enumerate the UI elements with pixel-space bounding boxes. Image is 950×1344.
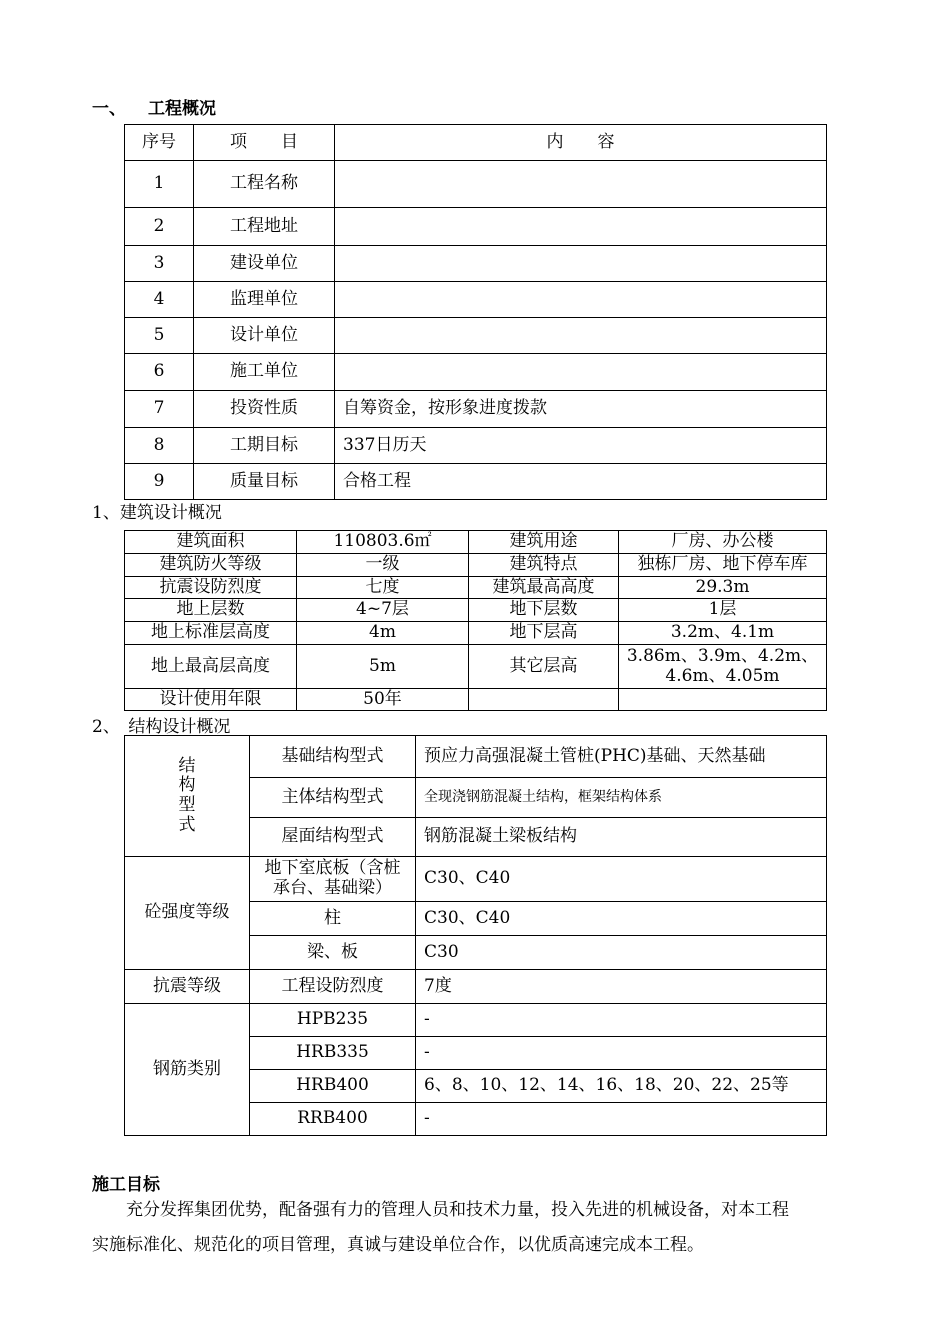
- cell-value: 5m: [297, 645, 469, 689]
- row-number: 2: [125, 208, 194, 246]
- group-label-rebar-type: 钢筋类别: [125, 1004, 250, 1136]
- cell-value: 4m: [297, 622, 469, 645]
- row-content: 钢筋混凝土梁板结构: [416, 818, 827, 857]
- row-item: 工期目标: [194, 428, 335, 464]
- row-number: 3: [125, 246, 194, 282]
- cell-value: 50年: [297, 689, 469, 711]
- table-row: [125, 464, 827, 500]
- row-content: [335, 354, 827, 391]
- cell-value: 七度: [297, 577, 469, 599]
- group-label-concrete-grade: 砼强度等级: [125, 857, 250, 970]
- row-item: HRB335: [250, 1037, 416, 1070]
- table-row: [125, 161, 827, 208]
- header-cell-no: 序号: [125, 125, 194, 161]
- table-row: [125, 531, 827, 554]
- arch-section-title: 1、建筑设计概况: [92, 503, 222, 523]
- row-content: [335, 161, 827, 208]
- row-content: 7度: [416, 970, 827, 1004]
- row-item: 屋面结构型式: [250, 818, 416, 857]
- group-label-char: 式: [178, 814, 196, 835]
- row-number: 6: [125, 354, 194, 391]
- row-content: -: [416, 1004, 827, 1037]
- row-number: 9: [125, 464, 194, 500]
- table-row: [125, 554, 827, 577]
- table-row: [125, 736, 827, 778]
- row-content: 6、8、10、12、14、16、18、20、22、25等: [416, 1070, 827, 1103]
- structure-table: [124, 735, 827, 1136]
- group-label-char: 型: [178, 795, 196, 815]
- table-row: [125, 354, 827, 391]
- struct-section-title: 2、 结构设计概况: [92, 717, 231, 737]
- cell-value: 3.2m、4.1m: [619, 622, 827, 645]
- table-row: [125, 857, 827, 902]
- header-cell-item: 项 目: [194, 125, 335, 161]
- table-header-row: [125, 125, 827, 161]
- row-item: 梁、板: [250, 936, 416, 970]
- row-number: 4: [125, 282, 194, 318]
- row-item: 主体结构型式: [250, 778, 416, 818]
- table-row: [125, 970, 827, 1004]
- cell-value: 3.86m、3.9m、4.2m、4.6m、4.05m: [619, 645, 827, 689]
- project-overview-table: [124, 124, 827, 500]
- row-content: -: [416, 1037, 827, 1070]
- goal-paragraph-line: 充分发挥集团优势，配备强有力的管理人员和技术力量，投入先进的机械设备，对本工程: [126, 1200, 789, 1220]
- row-item: 地下室底板（含桩承台、基础梁）: [250, 857, 416, 902]
- group-label-char: 构: [178, 775, 196, 796]
- row-number: 1: [125, 161, 194, 208]
- row-item: 施工单位: [194, 354, 335, 391]
- table-row: [125, 689, 827, 711]
- cell-label: 地上层数: [125, 599, 297, 622]
- row-item: 工程设防烈度: [250, 970, 416, 1004]
- row-content: -: [416, 1103, 827, 1136]
- row-item: 投资性质: [194, 391, 335, 428]
- row-item: HPB235: [250, 1004, 416, 1037]
- row-item: 柱: [250, 902, 416, 936]
- cell-label: 地下层数: [469, 599, 619, 622]
- cell-label: 设计使用年限: [125, 689, 297, 711]
- row-item: 监理单位: [194, 282, 335, 318]
- cell-value: 厂房、办公楼: [619, 531, 827, 554]
- row-content: 337日历天: [335, 428, 827, 464]
- table-row: [125, 246, 827, 282]
- row-item: RRB400: [250, 1103, 416, 1136]
- row-content: 自筹资金，按形象进度拨款: [335, 391, 827, 428]
- group-label-structure-type: [125, 736, 250, 857]
- cell-value: 4~7层: [297, 599, 469, 622]
- cell-label: 地下层高: [469, 622, 619, 645]
- goal-title: 施工目标: [92, 1175, 160, 1195]
- row-content: [335, 208, 827, 246]
- cell-label: 地上最高层高度: [125, 645, 297, 689]
- table-row: [125, 391, 827, 428]
- table-row: [125, 208, 827, 246]
- row-content: C30: [416, 936, 827, 970]
- table-row: [125, 282, 827, 318]
- row-content: [335, 318, 827, 354]
- row-item: HRB400: [250, 1070, 416, 1103]
- row-content: [335, 282, 827, 318]
- row-item: 基础结构型式: [250, 736, 416, 778]
- row-item: 工程地址: [194, 208, 335, 246]
- table-row: [125, 622, 827, 645]
- row-content: C30、C40: [416, 857, 827, 902]
- row-content: [335, 246, 827, 282]
- architecture-table: [124, 530, 827, 711]
- cell-label: [469, 689, 619, 711]
- table-row: [125, 428, 827, 464]
- group-label-seismic-grade: 抗震等级: [125, 970, 250, 1004]
- cell-label: 建筑面积: [125, 531, 297, 554]
- cell-value: 一级: [297, 554, 469, 577]
- cell-label: 抗震设防烈度: [125, 577, 297, 599]
- cell-value: 1层: [619, 599, 827, 622]
- cell-label: 建筑特点: [469, 554, 619, 577]
- cell-label: 地上标准层高度: [125, 622, 297, 645]
- row-content: 合格工程: [335, 464, 827, 500]
- cell-value: [619, 689, 827, 711]
- cell-label: 建筑最高高度: [469, 577, 619, 599]
- table-row: [125, 599, 827, 622]
- cell-label: 建筑用途: [469, 531, 619, 554]
- cell-value: 独栋厂房、地下停车库: [619, 554, 827, 577]
- table-row: [125, 318, 827, 354]
- row-content: 全现浇钢筋混凝土结构，框架结构体系: [416, 778, 827, 818]
- row-number: 8: [125, 428, 194, 464]
- goal-paragraph-line: 实施标准化、规范化的项目管理，真诚与建设单位合作，以优质高速完成本工程。: [92, 1235, 704, 1255]
- row-number: 5: [125, 318, 194, 354]
- row-item: 建设单位: [194, 246, 335, 282]
- cell-label: 建筑防火等级: [125, 554, 297, 577]
- header-cell-content: 内 容: [335, 125, 827, 161]
- row-content: 预应力高强混凝土管桩(PHC)基础、天然基础: [416, 736, 827, 778]
- row-item: 工程名称: [194, 161, 335, 208]
- row-item: 质量目标: [194, 464, 335, 500]
- cell-value: 110803.6㎡: [297, 531, 469, 554]
- table-row: [125, 577, 827, 599]
- section-title: 工程概况: [148, 99, 216, 119]
- table-row: [125, 1004, 827, 1037]
- row-content: C30、C40: [416, 902, 827, 936]
- row-item: 设计单位: [194, 318, 335, 354]
- group-label-char: 结: [178, 755, 196, 776]
- table-row: [125, 645, 827, 689]
- section-number: 一、: [92, 99, 126, 119]
- cell-value: 29.3m: [619, 577, 827, 599]
- cell-label: 其它层高: [469, 645, 619, 689]
- row-number: 7: [125, 391, 194, 428]
